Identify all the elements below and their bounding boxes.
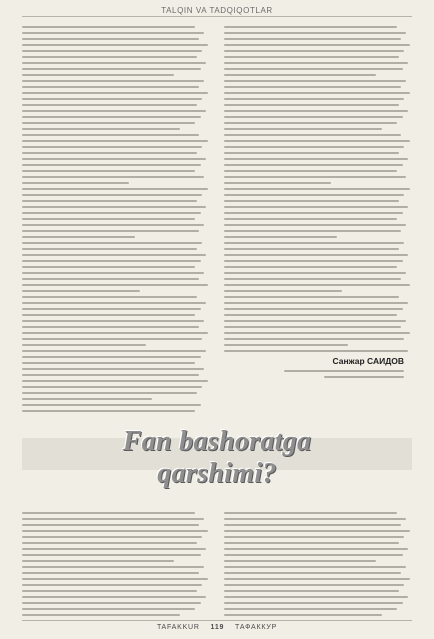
illegible-text-line — [22, 590, 197, 592]
illegible-text-line — [22, 512, 195, 514]
illegible-text-line — [22, 182, 129, 184]
illegible-text-line — [224, 572, 401, 574]
illegible-text-line — [22, 578, 208, 580]
illegible-text-line — [22, 542, 197, 544]
illegible-text-line — [22, 338, 202, 340]
author-affiliation-placeholder — [284, 370, 404, 372]
illegible-text-line — [224, 302, 408, 304]
illegible-text-line — [224, 182, 331, 184]
illegible-text-line — [22, 284, 208, 286]
author-affiliation-placeholder — [324, 376, 404, 378]
illegible-text-line — [224, 104, 399, 106]
illegible-text-line — [224, 320, 406, 322]
illegible-text-line — [224, 524, 401, 526]
illegible-text-line — [22, 308, 201, 310]
illegible-text-line — [22, 404, 201, 406]
illegible-text-line — [22, 86, 199, 88]
illegible-text-line — [224, 590, 399, 592]
illegible-text-line — [22, 224, 204, 226]
illegible-text-line — [22, 26, 195, 28]
illegible-text-line — [22, 146, 202, 148]
illegible-text-line — [22, 356, 201, 358]
illegible-text-line — [224, 242, 404, 244]
illegible-text-line — [224, 122, 397, 124]
header-rule — [22, 16, 412, 17]
illegible-text-line — [224, 134, 401, 136]
illegible-text-line — [224, 170, 397, 172]
illegible-text-line — [22, 50, 202, 52]
footer-rule — [22, 620, 412, 621]
illegible-text-line — [22, 524, 199, 526]
illegible-text-line — [224, 338, 404, 340]
illegible-text-line — [224, 266, 397, 268]
footer-magazine-cyrillic: ТАФАККУР — [234, 624, 278, 631]
illegible-text-line — [224, 92, 410, 94]
illegible-text-line — [224, 176, 406, 178]
illegible-text-line — [22, 290, 140, 292]
illegible-text-line — [22, 614, 180, 616]
illegible-text-line — [22, 350, 206, 352]
illegible-text-line — [224, 140, 410, 142]
illegible-text-line — [22, 134, 199, 136]
illegible-text-line — [224, 68, 403, 70]
illegible-text-line — [22, 320, 204, 322]
illegible-text-line — [224, 152, 399, 154]
illegible-text-line — [22, 194, 202, 196]
illegible-text-line — [224, 158, 408, 160]
illegible-text-line — [224, 32, 406, 34]
illegible-text-line — [22, 584, 202, 586]
illegible-text-line — [224, 236, 337, 238]
illegible-text-line — [224, 560, 376, 562]
illegible-text-line — [224, 272, 406, 274]
illegible-text-line — [224, 44, 410, 46]
illegible-text-line — [22, 218, 195, 220]
illegible-text-line — [22, 38, 199, 40]
next-article-column-right — [224, 508, 412, 616]
illegible-text-line — [22, 566, 204, 568]
illegible-text-line — [22, 278, 199, 280]
illegible-text-line — [22, 212, 201, 214]
illegible-text-line — [224, 50, 404, 52]
illegible-text-line — [22, 302, 206, 304]
illegible-text-line — [224, 254, 408, 256]
illegible-text-line — [224, 146, 404, 148]
illegible-text-line — [224, 290, 342, 292]
illegible-text-line — [22, 572, 199, 574]
illegible-text-line — [22, 152, 197, 154]
illegible-text-line — [224, 278, 401, 280]
illegible-text-line — [224, 80, 406, 82]
illegible-text-line — [22, 362, 195, 364]
illegible-text-line — [224, 314, 397, 316]
illegible-text-line — [22, 272, 204, 274]
illegible-text-line — [22, 62, 206, 64]
illegible-text-line — [22, 326, 199, 328]
illegible-text-line — [224, 74, 376, 76]
illegible-text-line — [22, 602, 201, 604]
illegible-text-line — [22, 32, 204, 34]
illegible-text-line — [22, 56, 197, 58]
illegible-text-line — [224, 116, 403, 118]
illegible-text-line — [22, 344, 146, 346]
page-footer — [0, 624, 434, 631]
illegible-text-line — [22, 122, 195, 124]
illegible-text-line — [224, 350, 408, 352]
illegible-text-line — [224, 194, 404, 196]
illegible-text-line — [22, 380, 208, 382]
illegible-text-line — [224, 596, 408, 598]
illegible-text-line — [224, 602, 403, 604]
illegible-text-line — [22, 530, 208, 532]
illegible-text-line — [22, 536, 202, 538]
illegible-text-line — [224, 62, 408, 64]
illegible-text-line — [224, 296, 399, 298]
illegible-text-line — [224, 56, 399, 58]
illegible-text-line — [224, 128, 382, 130]
headline-line-1: Fan bashoratga — [122, 426, 312, 457]
illegible-text-line — [224, 188, 410, 190]
illegible-text-line — [22, 314, 195, 316]
illegible-text-line — [22, 98, 202, 100]
illegible-text-line — [22, 230, 199, 232]
body-column-right — [224, 22, 412, 352]
illegible-text-line — [22, 200, 197, 202]
next-article-headline — [0, 418, 434, 504]
illegible-text-line — [224, 230, 401, 232]
illegible-text-line — [224, 512, 397, 514]
illegible-text-line — [22, 608, 195, 610]
illegible-text-line — [224, 38, 401, 40]
illegible-text-line — [22, 548, 206, 550]
illegible-text-line — [22, 410, 195, 412]
illegible-text-line — [224, 26, 397, 28]
illegible-text-line — [22, 386, 202, 388]
illegible-text-line — [224, 530, 410, 532]
author-name: Санжар САИДОВ — [332, 356, 404, 366]
illegible-text-line — [224, 608, 397, 610]
illegible-text-line — [22, 74, 174, 76]
illegible-text-line — [22, 518, 204, 520]
illegible-text-line — [22, 296, 197, 298]
illegible-text-line — [22, 374, 199, 376]
illegible-text-line — [224, 284, 410, 286]
illegible-text-line — [224, 584, 404, 586]
illegible-text-line — [22, 368, 204, 370]
author-signature — [264, 356, 404, 378]
illegible-text-line — [224, 548, 408, 550]
illegible-text-line — [224, 218, 397, 220]
illegible-text-line — [224, 542, 399, 544]
illegible-text-line — [224, 578, 410, 580]
illegible-text-line — [22, 140, 208, 142]
illegible-text-line — [22, 596, 206, 598]
illegible-text-line — [224, 260, 403, 262]
illegible-text-line — [224, 614, 382, 616]
body-column-left — [22, 22, 210, 414]
illegible-text-line — [22, 92, 208, 94]
illegible-text-line — [224, 164, 403, 166]
illegible-text-line — [22, 554, 201, 556]
illegible-text-line — [22, 332, 208, 334]
illegible-text-line — [224, 98, 404, 100]
footer-magazine-latin: TAFAKKUR — [156, 624, 200, 631]
illegible-text-line — [224, 308, 403, 310]
illegible-text-line — [224, 224, 406, 226]
illegible-text-line — [22, 104, 197, 106]
illegible-text-line — [22, 176, 204, 178]
illegible-text-line — [224, 200, 399, 202]
illegible-text-line — [22, 128, 180, 130]
illegible-text-line — [22, 206, 206, 208]
illegible-text-line — [224, 86, 401, 88]
illegible-text-line — [224, 110, 408, 112]
page-number: 119 — [210, 624, 225, 631]
illegible-text-line — [22, 170, 195, 172]
illegible-text-line — [22, 560, 174, 562]
illegible-text-line — [224, 566, 406, 568]
illegible-text-line — [22, 44, 208, 46]
illegible-text-line — [22, 110, 206, 112]
running-header: TALQIN VA TADQIQOTLAR — [161, 6, 273, 15]
illegible-text-line — [22, 80, 204, 82]
illegible-text-line — [224, 326, 401, 328]
illegible-text-line — [224, 212, 403, 214]
illegible-text-line — [22, 248, 197, 250]
illegible-text-line — [224, 536, 404, 538]
illegible-text-line — [224, 554, 403, 556]
illegible-text-line — [22, 116, 201, 118]
illegible-text-line — [224, 344, 348, 346]
illegible-text-line — [22, 242, 202, 244]
illegible-text-line — [224, 206, 408, 208]
illegible-text-line — [22, 266, 195, 268]
headline-line-2: qarshimi? — [157, 458, 277, 489]
illegible-text-line — [224, 332, 410, 334]
illegible-text-line — [224, 248, 399, 250]
next-article-column-left — [22, 508, 210, 616]
illegible-text-line — [22, 254, 206, 256]
illegible-text-line — [22, 398, 152, 400]
illegible-text-line — [22, 68, 201, 70]
illegible-text-line — [22, 158, 206, 160]
illegible-text-line — [22, 392, 197, 394]
illegible-text-line — [22, 236, 135, 238]
illegible-text-line — [224, 518, 406, 520]
illegible-text-line — [22, 188, 208, 190]
illegible-text-line — [22, 164, 201, 166]
illegible-text-line — [22, 260, 201, 262]
